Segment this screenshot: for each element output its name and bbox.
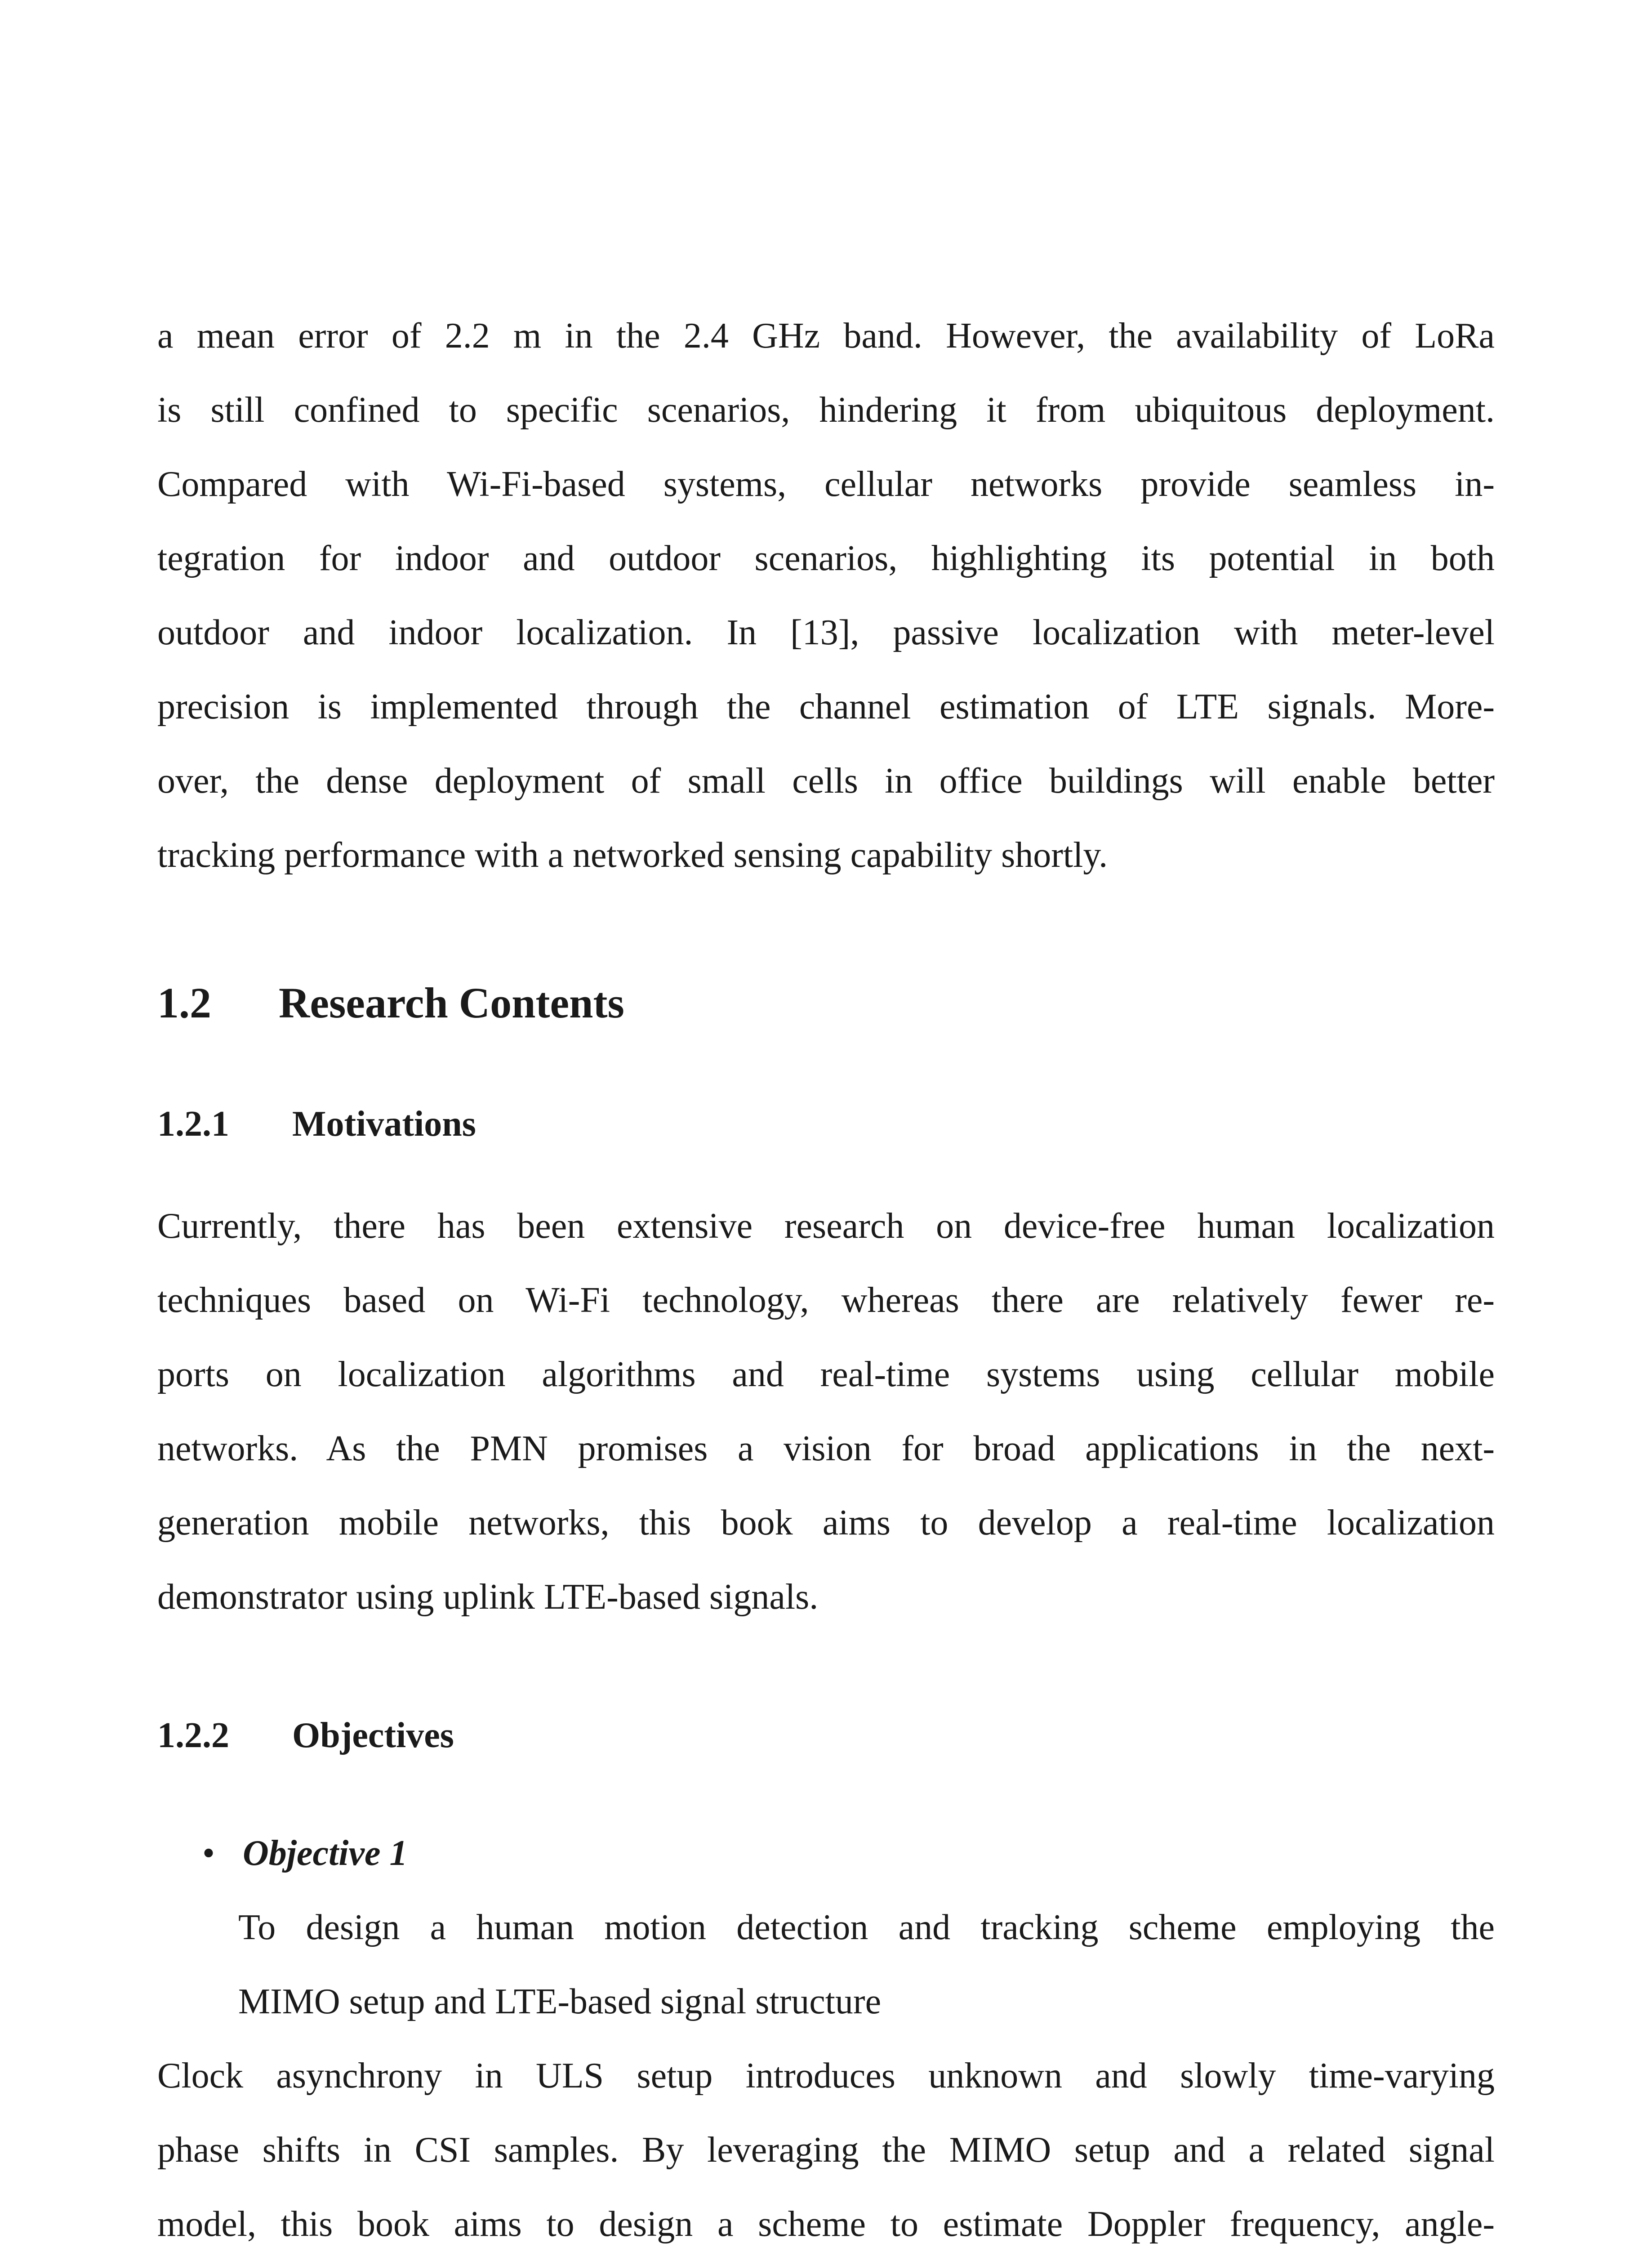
text-line: ports on localization algorithms and real-time systems using cellular mobile xyxy=(157,1355,1495,1394)
section-number: 1.2 xyxy=(157,979,211,1027)
section-title: Research Contents xyxy=(279,979,624,1027)
text-line: MIMO setup and LTE-based signal structure xyxy=(238,1982,882,2021)
text-line: a mean error of 2.2 m in the 2.4 GHz band. However, the availability of LoRa xyxy=(157,316,1495,356)
text-line: precision is implemented through the channel estimation of LTE signals. More- xyxy=(157,687,1495,727)
subsection-heading-objectives xyxy=(157,1715,454,1756)
text-line: is still confined to specific scenarios, hindering it from ubiquitous deployment. xyxy=(157,390,1495,430)
text-line: generation mobile networks, this book aims to develop a real-time localization xyxy=(157,1503,1495,1543)
text-line: To design a human motion detection and tracking scheme employing the xyxy=(238,1908,1495,1947)
text-line: Clock asynchrony in ULS setup introduces unknown and slowly time-varying xyxy=(157,2056,1495,2096)
text-line: over, the dense deployment of small cells in office buildings will enable better xyxy=(157,761,1495,801)
bullet-icon: • xyxy=(202,1833,215,1873)
text-line: networks. As the PMN promises a vision for broad applications in the next- xyxy=(157,1429,1495,1468)
section-heading xyxy=(157,978,624,1028)
text-line: phase shifts in CSI samples. By leveraging the MIMO setup and a related signal xyxy=(157,2130,1495,2170)
document-page xyxy=(157,0,1495,2248)
text-line: tracking performance with a networked sensing capability shortly. xyxy=(157,835,1108,875)
subsection-title: Motivations xyxy=(292,1104,476,1144)
subsection-number: 1.2.2 xyxy=(157,1716,229,1755)
text-line: techniques based on Wi-Fi technology, whereas there are relatively fewer re- xyxy=(157,1280,1495,1320)
text-line: outdoor and indoor localization. In [13], passive localization with meter-level xyxy=(157,613,1495,652)
objective-description xyxy=(238,1891,1495,2039)
closing-paragraph xyxy=(157,2039,1495,2248)
subsection-title: Objectives xyxy=(292,1716,454,1755)
text-line: Compared with Wi-Fi-based systems, cellular networks provide seamless in- xyxy=(157,464,1495,504)
text-line: model, this book aims to design a scheme to estimate Doppler frequency, angle- xyxy=(157,2204,1495,2244)
intro-paragraph xyxy=(157,299,1495,892)
text-line: Currently, there has been extensive research on device-free human localization xyxy=(157,1206,1495,1246)
objective-title: Objective 1 xyxy=(243,1833,408,1873)
subsection-number: 1.2.1 xyxy=(157,1104,229,1144)
text-line: tegration for indoor and outdoor scenarios, highlighting its potential in both xyxy=(157,539,1495,578)
text-line: demonstrator using uplink LTE-based signals. xyxy=(157,1577,819,1617)
subsection-heading-motivations xyxy=(157,1104,476,1145)
motivations-paragraph xyxy=(157,1189,1495,1634)
